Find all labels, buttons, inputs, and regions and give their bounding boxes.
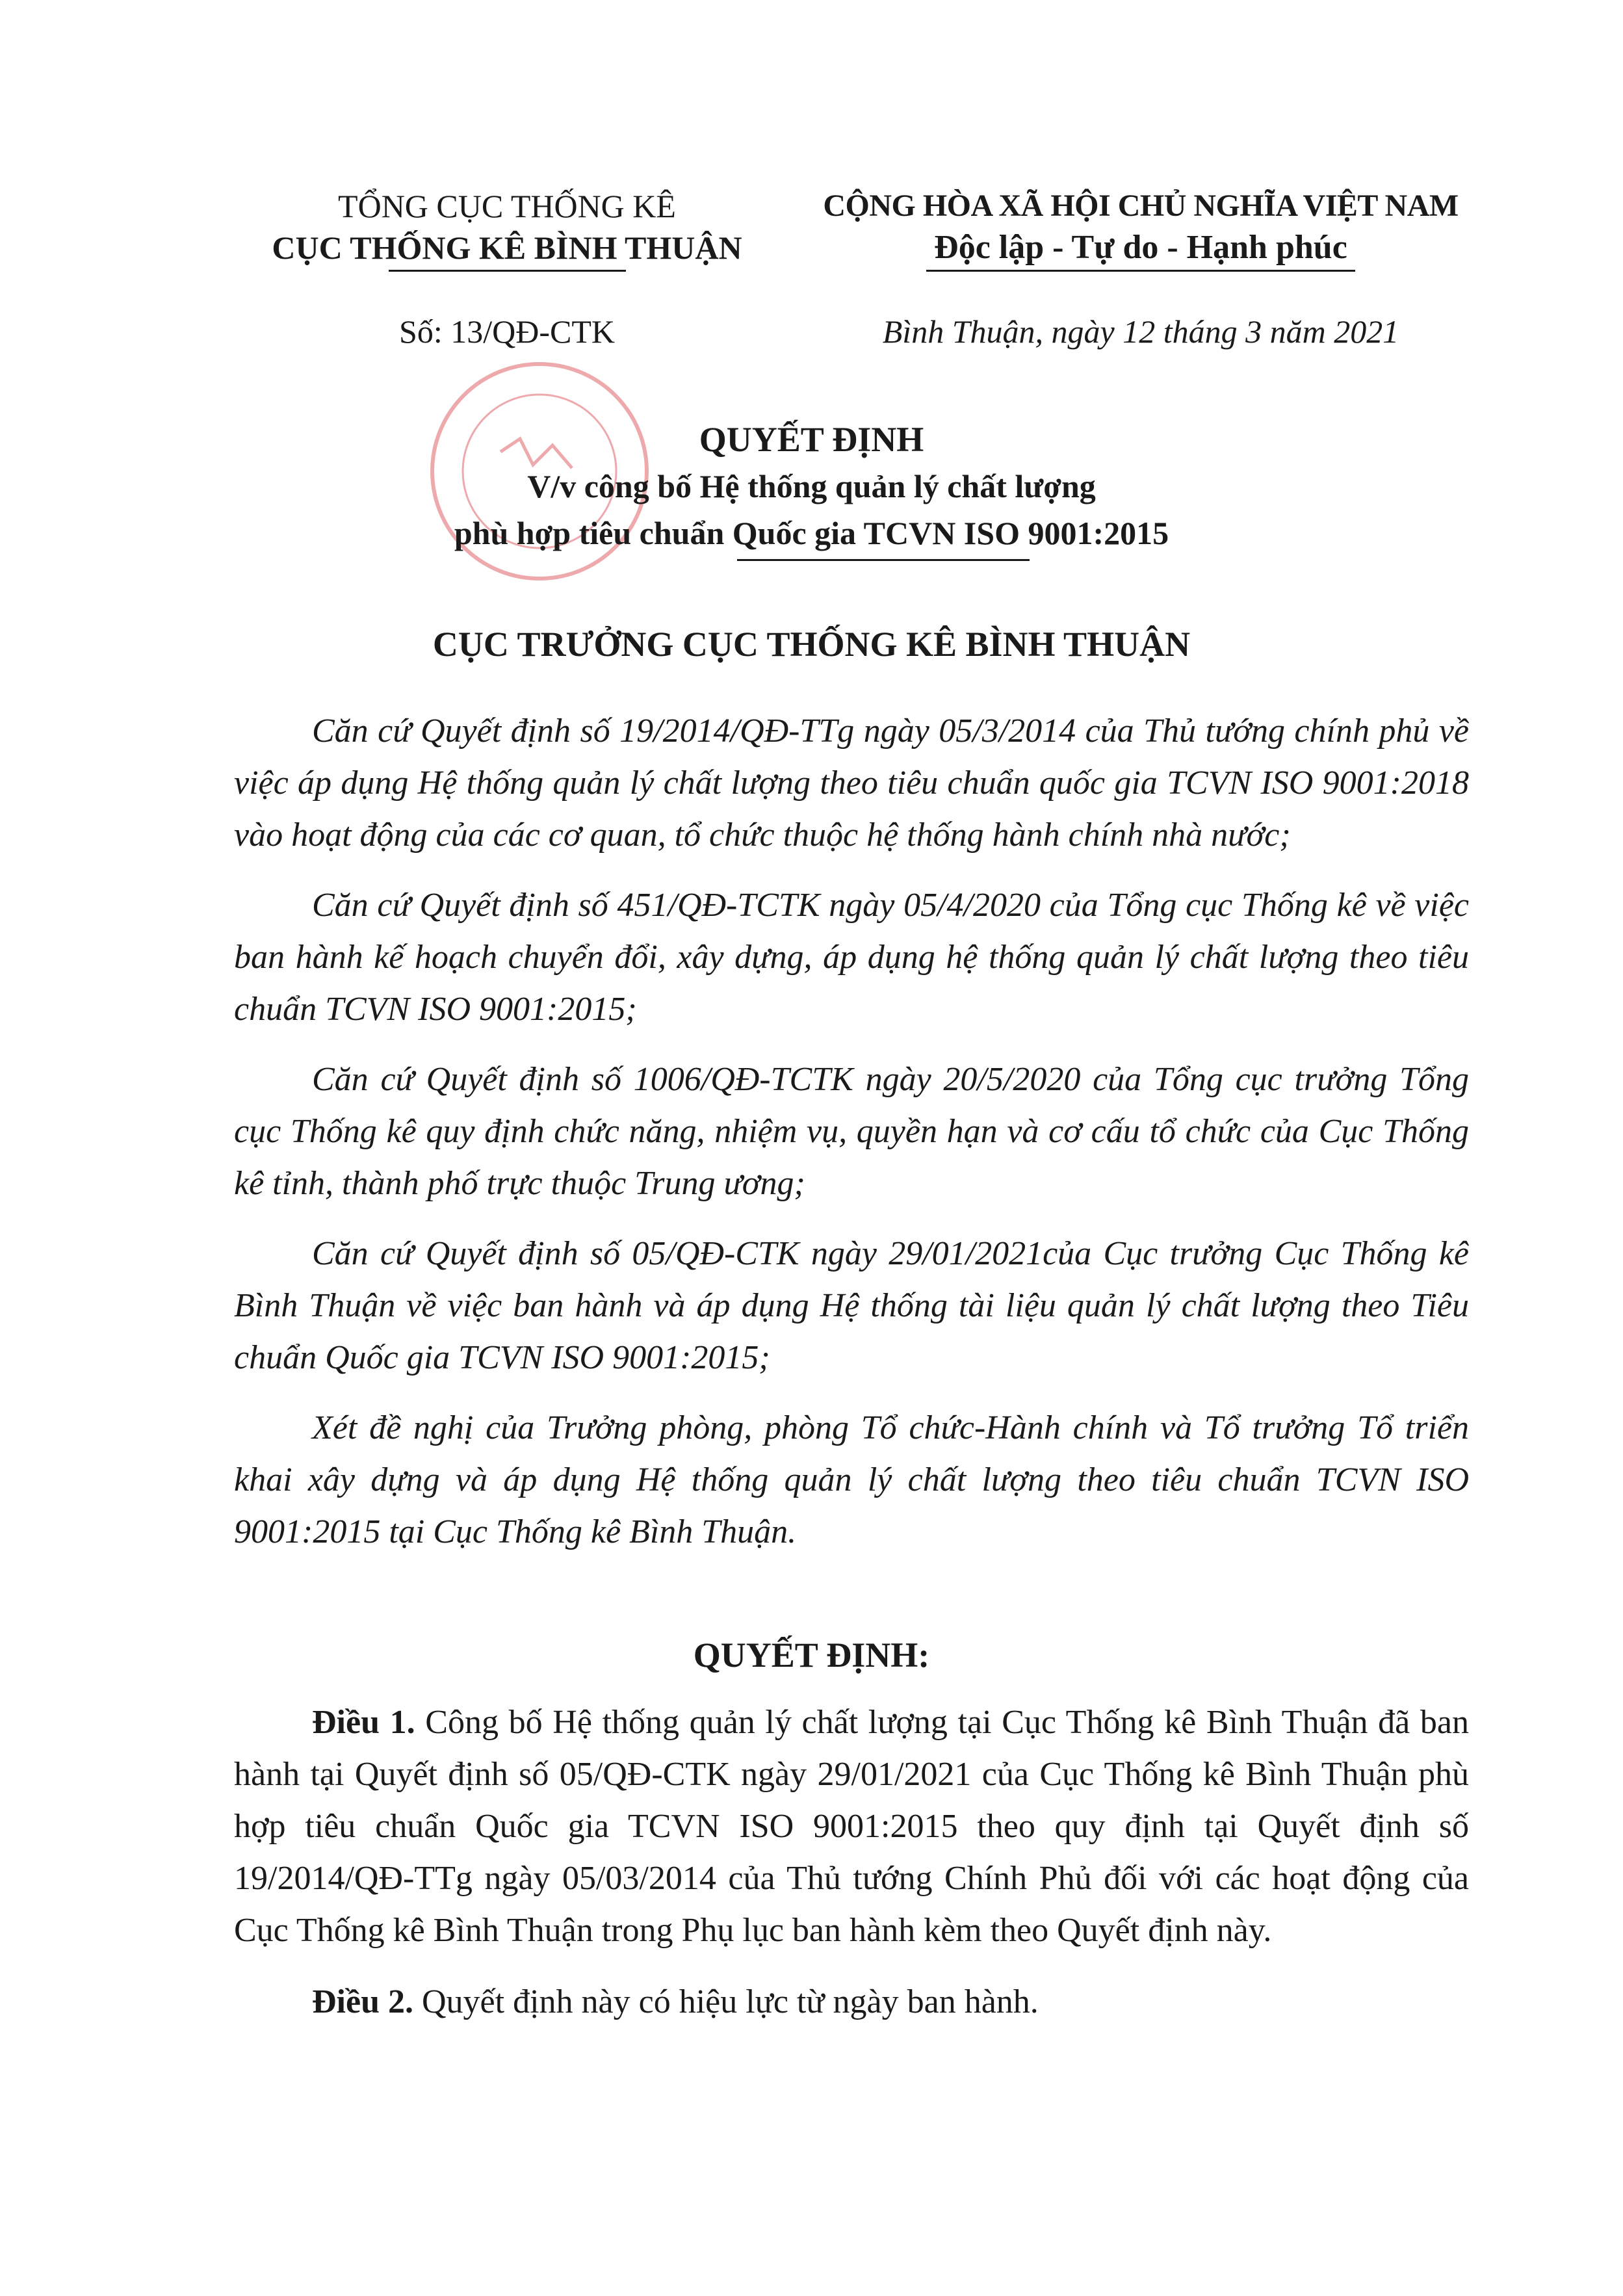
article-2-label: Điều 2. (312, 1983, 413, 2020)
motto-underline (926, 270, 1355, 272)
decision-title-block (0, 416, 1623, 561)
document-header (0, 185, 1623, 354)
articles (234, 1697, 1469, 2048)
basis-paragraph: Căn cứ Quyết định số 1006/QĐ-TCTK ngày 20/5/2020 của Tổng cục trưởng Tổng cục Thống kê quy định chức năng, nhiệm vụ, quyền hạn và cơ cấu tổ chức của Cục Thống kê tỉnh, thành phố trực thuộc Trung ương; (234, 1061, 1469, 1202)
national-motto: Độc lập - Tự do - Hạnh phúc (934, 229, 1347, 266)
nation-name: CỘNG HÒA XÃ HỘI CHỦ NGHĨA VIỆT NAM (823, 189, 1459, 223)
decision-heading: QUYẾT ĐỊNH: (693, 1636, 930, 1675)
legal-basis (234, 705, 1469, 1576)
issuing-authority: CỤC TRƯỞNG CỤC THỐNG KÊ BÌNH THUẬN (432, 625, 1191, 664)
subject-underline (737, 559, 1030, 561)
article-1-label: Điều 1. (312, 1704, 415, 1741)
basis-paragraph: Căn cứ Quyết định số 05/QĐ-CTK ngày 29/01/2021của Cục trưởng Cục Thống kê Bình Thuận về việc ban hành và áp dụng Hệ thống tài liệu quản lý chất lượng theo Tiêu chuẩn Quốc gia TCVN ISO 9001:2015; (234, 1235, 1469, 1376)
decision-subject-line2: phù hợp tiêu chuẩn Quốc gia TCVN ISO 9001:2015 (454, 515, 1169, 551)
decision-subject-line1: V/v công bố Hệ thống quản lý chất lượng (527, 468, 1096, 504)
basis-paragraph: Căn cứ Quyết định số 19/2014/QĐ-TTg ngày 05/3/2014 của Thủ tướng chính phủ về việc áp dụng Hệ thống quản lý chất lượng theo tiêu chuẩn quốc gia TCVN ISO 9001:2018 vào hoạt động của các cơ quan, tổ chức thuộc hệ thống hành chính nhà nước; (234, 712, 1469, 854)
article-1-text: Công bố Hệ thống quản lý chất lượng tại Cục Thống kê Bình Thuận đã ban hành tại Quyết định số 05/QĐ-CTK ngày 29/01/2021 của Cục Thống kê Bình Thuận phù hợp tiêu chuẩn Quốc gia TCVN ISO 9001:2015 theo quy định tại Quyết định số 19/2014/QĐ-TTg ngày 05/03/2014 của Thủ tướng Chính Phủ đối với các hoạt động của Cục Thống kê Bình Thuận trong Phụ lục ban hành kèm theo Quyết định này. (234, 1704, 1469, 1949)
agency-parent: TỔNG CỤC THỐNG KÊ (338, 188, 676, 224)
nation-block (799, 185, 1482, 352)
article-2 (234, 1976, 1469, 2028)
agency-block (214, 185, 799, 352)
agency-name: CỤC THỐNG KÊ BÌNH THUẬN (272, 229, 742, 266)
decision-title: QUYẾT ĐỊNH (699, 420, 924, 459)
place-date: Bình Thuận, ngày 12 tháng 3 năm 2021 (882, 313, 1399, 350)
document-number: Số: 13/QĐ-CTK (399, 313, 615, 350)
agency-underline (389, 270, 626, 272)
article-2-text: Quyết định này có hiệu lực từ ngày ban hành. (413, 1983, 1039, 2020)
basis-paragraph: Căn cứ Quyết định số 451/QĐ-TCTK ngày 05/4/2020 của Tổng cục Thống kê về việc ban hành kế hoạch chuyển đổi, xây dựng, áp dụng hệ thống quản lý chất lượng theo tiêu chuẩn TCVN ISO 9001:2015; (234, 887, 1469, 1028)
basis-paragraph: Xét đề nghị của Trưởng phòng, phòng Tổ chức-Hành chính và Tổ trưởng Tổ triển khai xây dựng và áp dụng Hệ thống quản lý chất lượng theo tiêu chuẩn TCVN ISO 9001:2015 tại Cục Thống kê Bình Thuận. (234, 1409, 1469, 1550)
article-1 (234, 1697, 1469, 1957)
